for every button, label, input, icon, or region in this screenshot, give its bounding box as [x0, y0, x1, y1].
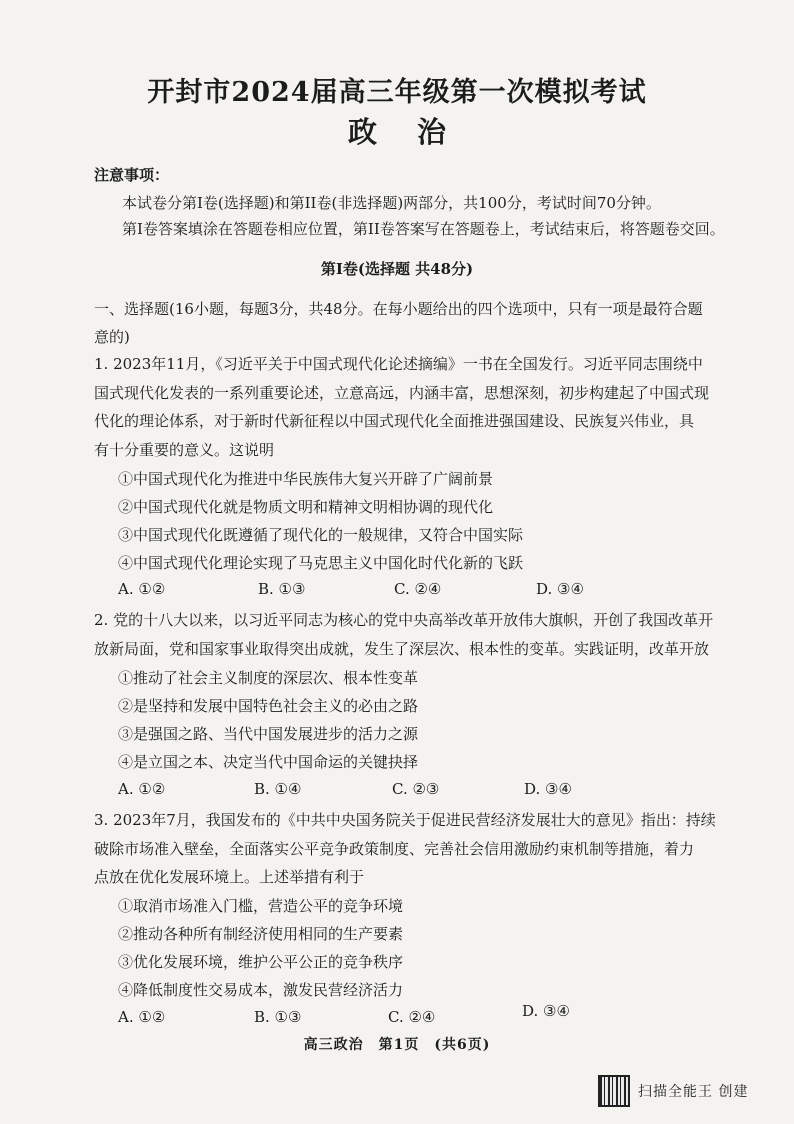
scanner-watermark-text: 扫描全能王 创建	[638, 1084, 749, 1100]
choice-a: A. ①②	[118, 1008, 166, 1026]
question-stem-line: 点放在优化发展环境上。上述举措有利于	[94, 868, 365, 886]
section-heading-line-1: 一、选择题(16小题，每题3分，共48分。在每小题给出的四个选项中，只有一项是最符合题	[94, 300, 703, 318]
notice-line-1: 本试卷分第I卷(选择题)和第II卷(非选择题)两部分，共100分，考试时间70分钟。	[122, 194, 661, 212]
choice-a: A. ①②	[118, 780, 166, 798]
question-option: ②是坚持和发展中国特色社会主义的必由之路	[118, 697, 419, 715]
notice-heading: 注意事项：	[94, 166, 170, 184]
choice-d: D. ③④	[522, 1002, 570, 1020]
qr-code-icon	[598, 1075, 630, 1107]
choice-c: C. ②④	[394, 580, 442, 598]
section-heading-line-2: 意的)	[94, 328, 130, 346]
subject-title: 政治	[347, 115, 486, 149]
choice-d: D. ③④	[524, 780, 572, 798]
question-stem-line: 1. 2023年11月，《习近平关于中国式现代化论述摘编》一书在全国发行。习近平同志围绕中	[94, 355, 703, 373]
question-option: ②推动各种所有制经济使用相同的生产要素	[118, 925, 404, 943]
exam-title: 开封市2024届高三年级第一次模拟考试	[147, 77, 647, 108]
question-option: ③中国式现代化既遵循了现代化的一般规律，又符合中国实际	[118, 526, 524, 544]
notice-line-2: 第I卷答案填涂在答题卷相应位置，第II卷答案写在答题卷上，考试结束后，将答题卷交回。	[122, 220, 725, 238]
question-stem-line: 3. 2023年7月，我国发布的《中共中央国务院关于促进民营经济发展壮大的意见》指出：持续	[94, 811, 716, 829]
scanner-watermark	[598, 1074, 748, 1108]
question-option: ①推动了社会主义制度的深层次、根本性变革	[118, 669, 419, 687]
question-stem-line: 2. 党的十八大以来，以习近平同志为核心的党中央高举改革开放伟大旗帜，开创了我国改革开	[94, 611, 714, 629]
question-option: ①中国式现代化为推进中华民族伟大复兴开辟了广阔前景	[118, 470, 494, 488]
question-stem-line: 破除市场准入壁垒，全面落实公平竞争政策制度、完善社会信用激励约束机制等措施，着力	[94, 840, 695, 858]
question-option: ④降低制度性交易成本，激发民营经济活力	[118, 981, 404, 999]
question-option: ①取消市场准入门槛，营造公平的竞争环境	[118, 897, 404, 915]
choice-a: A. ①②	[118, 580, 166, 598]
answer-choices	[118, 1002, 678, 1030]
part-one-title: 第I卷(选择题 共48分)	[320, 260, 474, 278]
question-stem-line: 国式现代化发表的一系列重要论述，立意高远，内涵丰富，思想深刻，初步构建起了中国式现	[94, 384, 710, 402]
question-stem-line: 代化的理论体系，对于新时代新征程以中国式现代化全面推进强国建设、民族复兴伟业，具	[94, 412, 695, 430]
choice-b: B. ①③	[258, 580, 306, 598]
choice-c: C. ②④	[388, 1008, 436, 1026]
question-stem-line: 放新局面，党和国家事业取得突出成就，发生了深层次、根本性的变革。实践证明，改革开放	[94, 640, 710, 658]
answer-choices	[118, 580, 678, 602]
choice-c: C. ②③	[392, 780, 440, 798]
page-footer: 高三政治 第1页 (共6页)	[303, 1037, 491, 1053]
question-option: ③是强国之路、当代中国发展进步的活力之源	[118, 725, 419, 743]
choice-d: D. ③④	[536, 580, 584, 598]
question-option: ④中国式现代化理论实现了马克思主义中国化时代化新的飞跃	[118, 554, 524, 572]
answer-choices	[118, 780, 678, 802]
question-stem-line: 有十分重要的意义。这说明	[94, 441, 275, 459]
question-option: ②中国式现代化就是物质文明和精神文明相协调的现代化	[118, 498, 494, 516]
choice-b: B. ①③	[254, 1008, 302, 1026]
choice-b: B. ①④	[254, 780, 302, 798]
question-option: ④是立国之本、决定当代中国命运的关键抉择	[118, 753, 419, 771]
question-option: ③优化发展环境，维护公平公正的竞争秩序	[118, 953, 404, 971]
